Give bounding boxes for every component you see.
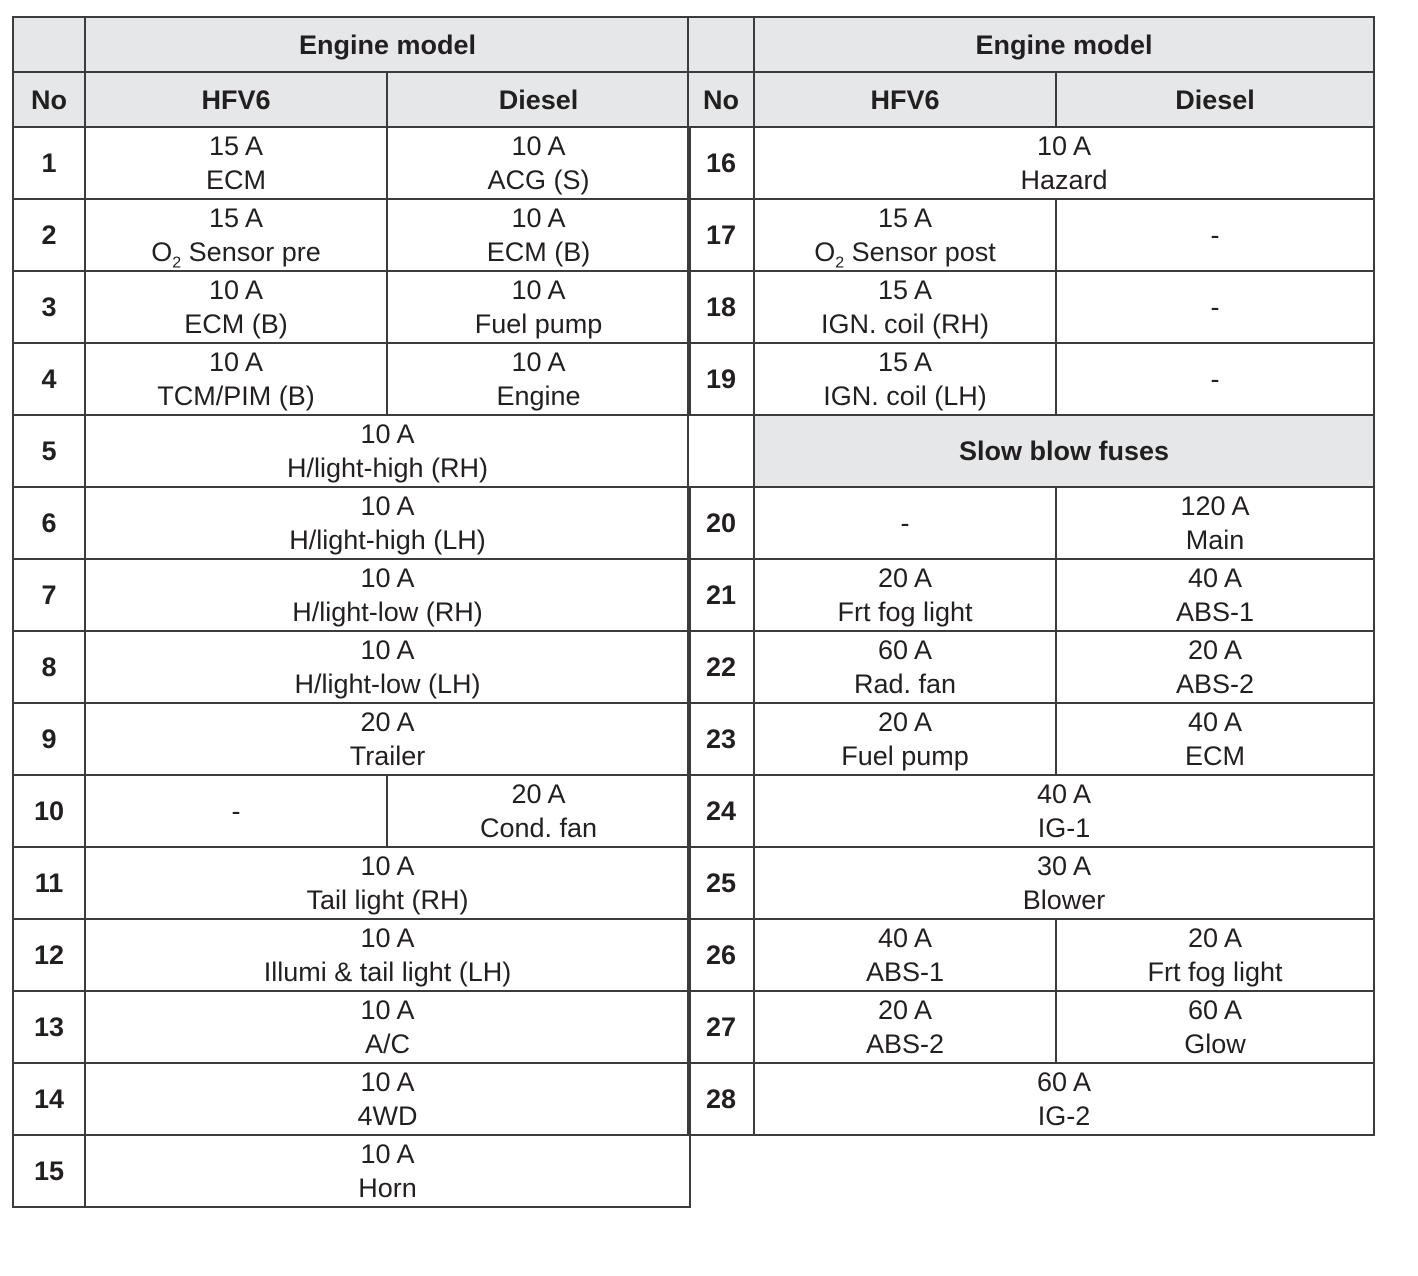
hfv6-cell [85,127,387,199]
table-row [688,127,1374,199]
fuse-circuit: Glow [1184,1029,1246,1059]
diesel-cell [1056,919,1374,991]
fuse-circuit-prefix: O [814,237,836,267]
fuse-circuit: ECM (B) [184,309,288,339]
hfv6-cell [85,271,387,343]
no-column-header: No [13,72,85,127]
diesel-cell [387,343,690,415]
fuse-circuit: A/C [364,1029,410,1059]
fuse-circuit [86,235,386,272]
table-row [13,775,690,847]
fuse-amperage: 10 A [360,635,415,665]
fuse-number: 18 [688,271,754,343]
shared-cell [85,847,690,919]
fuse-circuit: ABS-2 [1175,669,1255,699]
table-row [688,559,1374,631]
diesel-cell: - [1056,271,1374,343]
fuse-number: 12 [13,919,85,991]
fuse-circuit: Fuel pump [841,741,969,771]
fuse-circuit: ECM [1185,741,1245,771]
slow-blow-fuses-header: Slow blow fuses [754,415,1374,487]
fuse-amperage: 20 A [877,995,933,1025]
shared-cell [754,847,1374,919]
fuse-circuit: Main [1185,525,1245,555]
table-row [13,919,690,991]
fuse-circuit: ECM [206,165,266,195]
table-row [13,343,690,415]
diesel-column-header: Diesel [1056,72,1374,127]
hfv6-cell [754,271,1056,343]
fuse-number: 25 [688,847,754,919]
fuse-circuit: H/light-low (RH) [292,597,483,627]
table-row [688,1063,1374,1135]
header-blank-cell [688,17,754,72]
fuse-circuit: Illumi & tail light (LH) [263,957,512,987]
hfv6-column-header: HFV6 [754,72,1056,127]
fuse-circuit: IG-2 [1037,1101,1091,1131]
header-row-columns [13,72,690,127]
table-row [688,487,1374,559]
shared-cell [85,703,690,775]
shared-cell [85,1063,690,1135]
fuse-circuit [755,235,1055,272]
fuse-number: 3 [13,271,85,343]
table-row [13,991,690,1063]
fuse-number: 28 [688,1063,754,1135]
fuse-circuit: ABS-1 [865,957,945,987]
fuse-amperage: 20 A [1187,923,1243,953]
fuse-amperage: 10 A [360,491,415,521]
fuse-amperage: 40 A [1036,779,1092,809]
hfv6-cell [85,199,387,271]
header-row-columns [688,72,1374,127]
fuse-amperage: 10 A [1036,131,1092,161]
fuse-circuit-prefix: O [151,237,173,267]
fuse-circuit-subscript: 2 [835,254,845,272]
fuse-circuit: Tail light (RH) [306,885,469,915]
hfv6-cell [754,703,1056,775]
fuse-amperage: 10 A [360,1067,415,1097]
fuse-amperage: 60 A [1036,1067,1092,1097]
fuse-amperage: 10 A [360,1139,415,1169]
table-row [13,847,690,919]
fuse-circuit: IGN. coil (RH) [821,309,989,339]
diesel-cell [387,127,690,199]
fuse-amperage: 10 A [208,347,264,377]
fuse-number: 19 [688,343,754,415]
fuse-number: 16 [688,127,754,199]
fuse-number: 10 [13,775,85,847]
shared-cell [754,127,1374,199]
slow-blow-header-row [688,415,1374,487]
fuse-number: 2 [13,199,85,271]
fuse-amperage: 15 A [877,347,933,377]
table-row [688,199,1374,271]
slow-blow-blank-cell [688,415,754,487]
hfv6-cell: - [754,487,1056,559]
table-row [13,559,690,631]
fuse-circuit: H/light-high (LH) [289,525,486,555]
fuse-amperage: 10 A [511,131,566,161]
fuse-amperage: 40 A [877,923,933,953]
fuse-number: 9 [13,703,85,775]
hfv6-cell [754,631,1056,703]
hfv6-column-header: HFV6 [85,72,387,127]
fuse-circuit: ACG (S) [487,165,590,195]
table-row [688,703,1374,775]
hfv6-cell [754,343,1056,415]
shared-cell [85,991,690,1063]
table-row [13,703,690,775]
engine-model-header: Engine model [754,17,1374,72]
table-row [688,919,1374,991]
fuse-amperage: 15 A [877,203,933,233]
fuse-amperage: 10 A [360,419,415,449]
fuse-number: 6 [13,487,85,559]
fuse-amperage: 20 A [511,779,566,809]
fuse-amperage: 15 A [208,203,264,233]
fuse-amperage: 20 A [877,707,933,737]
fuse-circuit: H/light-low (LH) [294,669,481,699]
shared-cell [754,1063,1374,1135]
fuse-circuit: Fuel pump [474,309,603,339]
engine-model-header: Engine model [85,17,690,72]
table-row [13,415,690,487]
fuse-circuit: Cond. fan [479,813,598,843]
fuse-circuit: ABS-1 [1175,597,1255,627]
hfv6-cell: - [85,775,387,847]
diesel-cell [1056,487,1374,559]
fuse-circuit: TCM/PIM (B) [157,381,315,411]
fuse-circuit: Blower [1022,885,1106,915]
table-row [13,1063,690,1135]
fuse-amperage: 20 A [1187,635,1243,665]
fuse-amperage: 10 A [208,275,264,305]
shared-cell [85,1135,690,1207]
fuse-amperage: 15 A [208,131,264,161]
shared-cell [85,919,690,991]
fuse-circuit: H/light-high (RH) [286,453,489,483]
fuse-number: 20 [688,487,754,559]
diesel-cell: - [1056,199,1374,271]
table-row [688,631,1374,703]
table-row [688,991,1374,1063]
fuse-amperage: 10 A [360,995,415,1025]
fuse-number: 22 [688,631,754,703]
fuse-circuit: Rad. fan [853,669,957,699]
fuse-circuit: Hazard [1020,165,1108,195]
fuse-amperage: 60 A [877,635,933,665]
fuse-number: 4 [13,343,85,415]
diesel-cell [1056,559,1374,631]
fuse-circuit: ECM (B) [486,237,591,267]
fuse-amperage: 15 A [877,275,933,305]
fuse-circuit: Horn [358,1173,417,1203]
diesel-cell: - [1056,343,1374,415]
diesel-cell [387,775,690,847]
hfv6-cell [754,559,1056,631]
table-row [688,847,1374,919]
fuse-circuit: Frt fog light [1147,957,1283,987]
table-row [688,271,1374,343]
fuse-number: 14 [13,1063,85,1135]
fuse-amperage: 30 A [1036,851,1092,881]
table-row [688,775,1374,847]
fuse-circuit: Engine [496,381,581,411]
hfv6-cell [754,919,1056,991]
fuse-circuit-subscript: 2 [172,254,182,272]
fuse-circuit: Frt fog light [837,597,973,627]
fuse-number: 15 [13,1135,85,1207]
table-row [13,1135,690,1207]
diesel-cell [1056,703,1374,775]
diesel-cell [387,271,690,343]
fuse-amperage: 40 A [1187,707,1243,737]
fuse-number: 17 [688,199,754,271]
fuse-circuit: IG-1 [1037,813,1091,843]
table-row [13,199,690,271]
header-row-engine-model [13,17,690,72]
hfv6-cell [754,199,1056,271]
fuse-number: 5 [13,415,85,487]
shared-cell [85,559,690,631]
fuse-amperage: 10 A [360,563,415,593]
fuse-table-left [12,16,691,1208]
fuse-number: 7 [13,559,85,631]
fuse-number: 27 [688,991,754,1063]
hfv6-cell [754,991,1056,1063]
fuse-number: 24 [688,775,754,847]
shared-cell [85,631,690,703]
fuse-circuit: ABS-2 [865,1029,945,1059]
diesel-cell [1056,991,1374,1063]
fuse-circuit: Trailer [349,741,426,771]
fuse-number: 1 [13,127,85,199]
fuse-amperage: 20 A [877,563,933,593]
shared-cell [754,775,1374,847]
fuse-circuit: IGN. coil (LH) [823,381,987,411]
header-blank-cell [13,17,85,72]
fuse-amperage: 20 A [360,707,415,737]
table-row [13,631,690,703]
diesel-cell [1056,631,1374,703]
shared-cell [85,415,690,487]
fuse-amperage: 60 A [1187,995,1243,1025]
fuse-circuit: 4WD [357,1101,418,1131]
diesel-cell [387,199,690,271]
fuse-circuit-suffix: Sensor post [844,237,996,267]
diesel-column-header: Diesel [387,72,690,127]
fuse-number: 21 [688,559,754,631]
fuse-number: 26 [688,919,754,991]
fuse-amperage: 10 A [511,275,566,305]
fuse-amperage: 10 A [511,347,566,377]
fuse-amperage: 10 A [360,923,415,953]
header-row-engine-model [688,17,1374,72]
no-column-header: No [688,72,754,127]
fuse-amperage: 10 A [360,851,415,881]
table-row [688,343,1374,415]
hfv6-cell [85,343,387,415]
fuse-number: 11 [13,847,85,919]
fuse-number: 8 [13,631,85,703]
table-row [13,127,690,199]
fuse-table-right [687,16,1375,1136]
fuse-circuit-suffix: Sensor pre [181,237,321,267]
table-row [13,271,690,343]
shared-cell [85,487,690,559]
fuse-amperage: 40 A [1187,563,1243,593]
fuse-number: 13 [13,991,85,1063]
fuse-number: 23 [688,703,754,775]
table-row [13,487,690,559]
fuse-amperage: 10 A [511,203,566,233]
fuse-amperage: 120 A [1180,491,1250,521]
